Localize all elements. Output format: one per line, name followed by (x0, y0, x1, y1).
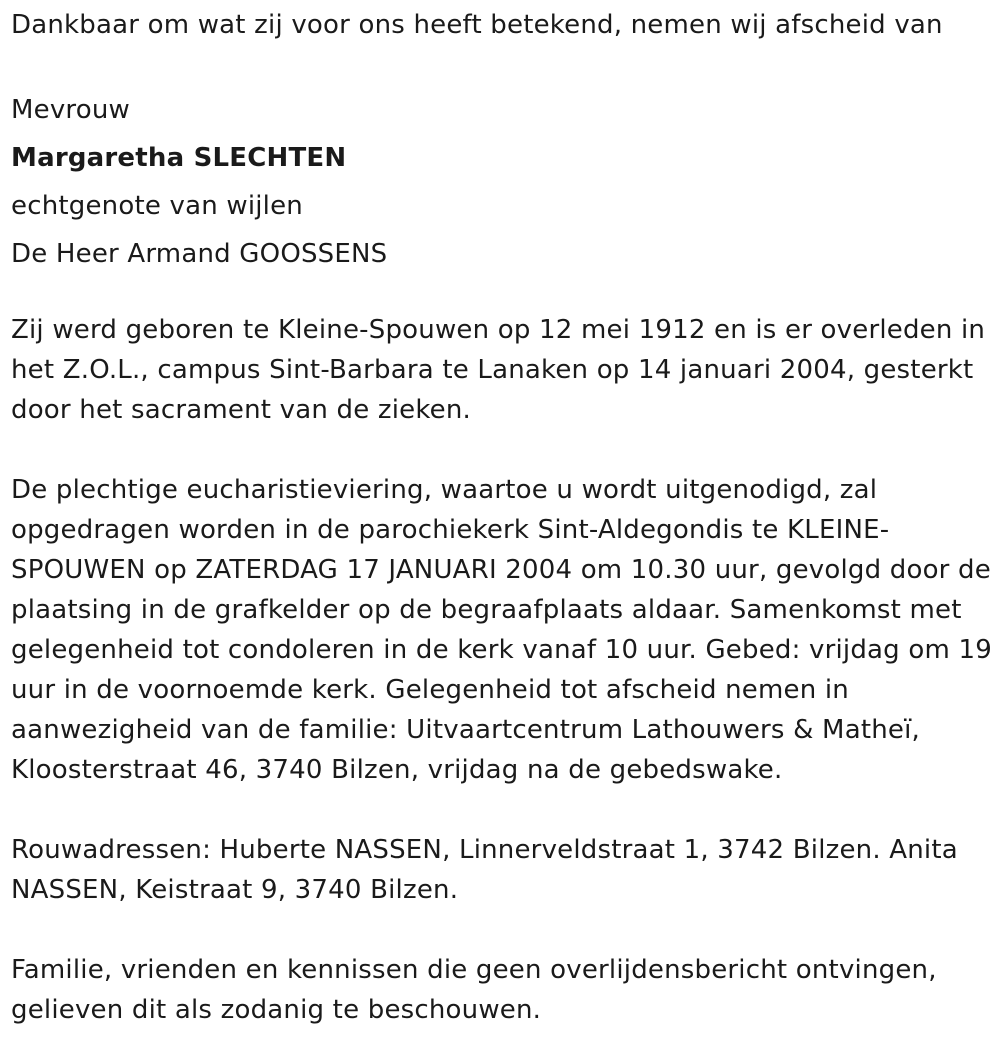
paragraph-line: plaatsing in de grafkelder op de begraafplaats aldaar. Samenkomst met (11, 595, 962, 625)
deceased-name: Margaretha SLECHTEN (11, 143, 347, 173)
birth-paragraph (11, 310, 985, 430)
paragraph-line: aanwezigheid van de familie: Uitvaartcentrum Lathouwers & Matheï, (11, 715, 920, 745)
paragraph-line: NASSEN, Keistraat 9, 3740 Bilzen. (11, 875, 459, 905)
deceased-title: Mevrouw (11, 95, 130, 125)
paragraph-line: Familie, vrienden en kennissen die geen overlijdensbericht ontvingen, (11, 955, 937, 985)
service-paragraph (11, 470, 992, 790)
paragraph-line: opgedragen worden in de parochiekerk Sint-Aldegondis te KLEINE- (11, 515, 890, 545)
deceased-relation: echtgenote van wijlen (11, 191, 303, 221)
paragraph-line: gelieven dit als zodanig te beschouwen. (11, 995, 542, 1025)
intro-text: Dankbaar om wat zij voor ons heeft betekend, nemen wij afscheid van (11, 10, 943, 40)
spouse-name: De Heer Armand GOOSSENS (11, 239, 388, 269)
paragraph-line: Rouwadressen: Huberte NASSEN, Linnerveldstraat 1, 3742 Bilzen. Anita (11, 835, 958, 865)
paragraph-line: Zij werd geboren te Kleine-Spouwen op 12 mei 1912 en is er overleden in (11, 315, 986, 345)
paragraph-line: uur in de voornoemde kerk. Gelegenheid tot afscheid nemen in (11, 675, 849, 705)
addresses-paragraph (11, 830, 958, 910)
paragraph-line: het Z.O.L., campus Sint-Barbara te Lanaken op 14 januari 2004, gesterkt (11, 355, 974, 385)
paragraph-line: De plechtige eucharistieviering, waartoe u wordt uitgenodigd, zal (11, 475, 878, 505)
paragraph-line: Kloosterstraat 46, 3740 Bilzen, vrijdag na de gebedswake. (11, 755, 783, 785)
paragraph-line: gelegenheid tot condoleren in de kerk vanaf 10 uur. Gebed: vrijdag om 19 (11, 635, 992, 665)
paragraph-line: SPOUWEN op ZATERDAG 17 JANUARI 2004 om 10.30 uur, gevolgd door de (11, 555, 991, 585)
family-paragraph (11, 950, 937, 1030)
paragraph-line: door het sacrament van de zieken. (11, 395, 472, 425)
deceased-block (11, 86, 387, 278)
